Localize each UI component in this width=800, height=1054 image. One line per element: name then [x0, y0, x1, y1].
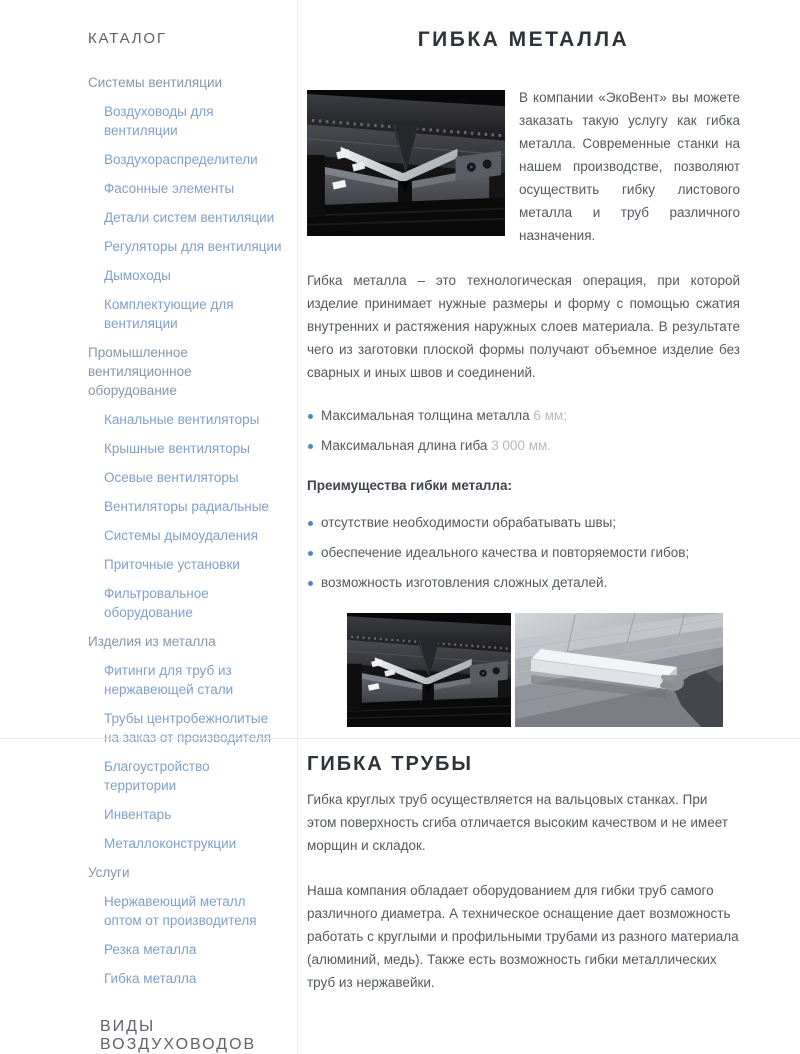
sidebar-link-current-page[interactable]: Гибка металла — [104, 971, 197, 986]
bullet-icon — [308, 444, 313, 449]
sidebar-group-link[interactable]: Промышленное вентиляционное оборудование — [88, 345, 192, 398]
advantage-item — [307, 573, 740, 593]
sidebar-link[interactable]: Фитинги для труб из нержавеющей стали — [104, 663, 234, 697]
intro-paragraph-2: Гибка металла – это технологическая операция, при которой изделие принимает нужные размеры и форму с помощью сжатия внутренних и растяжения наружных слоев материала. В результате чего из заготовки плоской формы получают объемное изделие без сварных и иных швов и соединений. — [307, 273, 740, 380]
spec-item — [307, 406, 740, 426]
photo-gallery — [347, 613, 740, 727]
catalog-group-services — [88, 863, 283, 988]
spec-value: 3 000 мм. — [491, 438, 552, 453]
sidebar-link[interactable]: Благоустройство территории — [104, 759, 210, 793]
bullet-icon — [308, 551, 313, 556]
spec-item — [307, 436, 740, 456]
sidebar-link[interactable]: Трубы центробежнолитые на заказ от производителя — [104, 711, 272, 745]
spec-label: Максимальная длина гиба — [321, 438, 488, 453]
pipe-bending-title: ГИБКА ТРУБЫ — [307, 753, 473, 775]
catalog-group-ventilation-systems — [88, 73, 283, 333]
sidebar-link[interactable]: Канальные вентиляторы — [104, 412, 260, 427]
catalog-sidebar — [0, 0, 298, 1054]
sidebar-group-link[interactable]: Системы вентиляции — [88, 75, 223, 90]
advantages-heading: Преимущества гибки металла: — [307, 478, 512, 493]
catalog-group-metal-products — [88, 632, 283, 853]
sidebar-link[interactable]: Металлоконструкции — [104, 836, 237, 851]
specs-list — [307, 406, 740, 456]
bullet-icon — [308, 581, 313, 586]
advantage-item — [307, 513, 740, 533]
spec-value: 6 мм; — [533, 408, 567, 423]
sidebar-link[interactable]: Системы дымоудаления — [104, 528, 258, 543]
catalog-nav — [88, 73, 283, 988]
sidebar-group-link[interactable]: Услуги — [88, 865, 130, 880]
sidebar-link[interactable]: Приточные установки — [104, 557, 240, 572]
advantages-list — [307, 513, 740, 593]
intro-block — [307, 86, 740, 406]
press-brake-photo-2 — [347, 613, 511, 727]
advantage-text: возможность изготовления сложных деталей. — [321, 575, 608, 590]
sidebar-link[interactable]: Инвентарь — [104, 807, 172, 822]
sidebar-link[interactable]: Воздуховоды для вентиляции — [104, 104, 214, 138]
sidebar-link[interactable]: Регуляторы для вентиляции — [104, 239, 282, 254]
advantage-item — [307, 543, 740, 563]
advantage-text: отсутствие необходимости обрабатывать швы; — [321, 515, 617, 530]
catalog-group-industrial-equipment — [88, 343, 283, 622]
sidebar-link[interactable]: Дымоходы — [104, 268, 171, 283]
press-brake-photo — [307, 90, 505, 236]
sidebar-link[interactable]: Фасонные элементы — [104, 181, 235, 196]
page-title: ГИБКА МЕТАЛЛА — [417, 28, 630, 51]
intro-paragraph-1: В компании «ЭкоВент» вы можете заказать такую услугу как гибка металла. Современные станки на нашем производстве, позволяют осуществить гибку листового металла и труб различного назначения. — [519, 90, 740, 243]
pipe-paragraph-1: Гибка круглых труб осуществляется на вальцовых станках. При этом поверхность сгиба отличается высоким качеством и не имеет морщин и складок. — [307, 792, 728, 853]
sidebar-link[interactable]: Комплектующие для вентиляции — [104, 297, 234, 331]
bullet-icon — [308, 521, 313, 526]
sidebar-link[interactable]: Детали систем вентиляции — [104, 210, 275, 225]
catalog-heading: КАТАЛОГ — [88, 30, 167, 47]
sidebar-link[interactable]: Крышные вентиляторы — [104, 441, 250, 456]
sidebar-link[interactable]: Вентиляторы радиальные — [104, 499, 269, 514]
sidebar-link[interactable]: Осевые вентиляторы — [104, 470, 239, 485]
main-content — [298, 0, 800, 1054]
advantage-text: обеспечение идеального качества и повторяемости гибов; — [321, 545, 690, 560]
sidebar-link[interactable]: Резка металла — [104, 942, 197, 957]
footer-divider — [0, 738, 800, 739]
sidebar-group-link[interactable]: Изделия из металла — [88, 634, 216, 649]
sidebar-link[interactable]: Фильтровальное оборудование — [104, 586, 209, 620]
bent-profile-hands-photo — [515, 613, 723, 727]
pipe-paragraph-2: Наша компания обладает оборудованием для гибки труб самого различного диаметра. А техническое оснащение дает возможность работать с круглыми и профильными трубами из разного материала (алюминий, медь). Также есть возможность гибки металлических труб из нержавейки. — [307, 883, 739, 990]
sidebar-link[interactable]: Воздухораспределители — [104, 152, 258, 167]
duct-types-heading: ВИДЫ ВОЗДУХОВОДОВ — [100, 1018, 257, 1053]
spec-label: Максимальная толщина металла — [321, 408, 530, 423]
sidebar-link[interactable]: Нержавеющий металл оптом от производителя — [104, 894, 257, 928]
bullet-icon — [308, 414, 313, 419]
